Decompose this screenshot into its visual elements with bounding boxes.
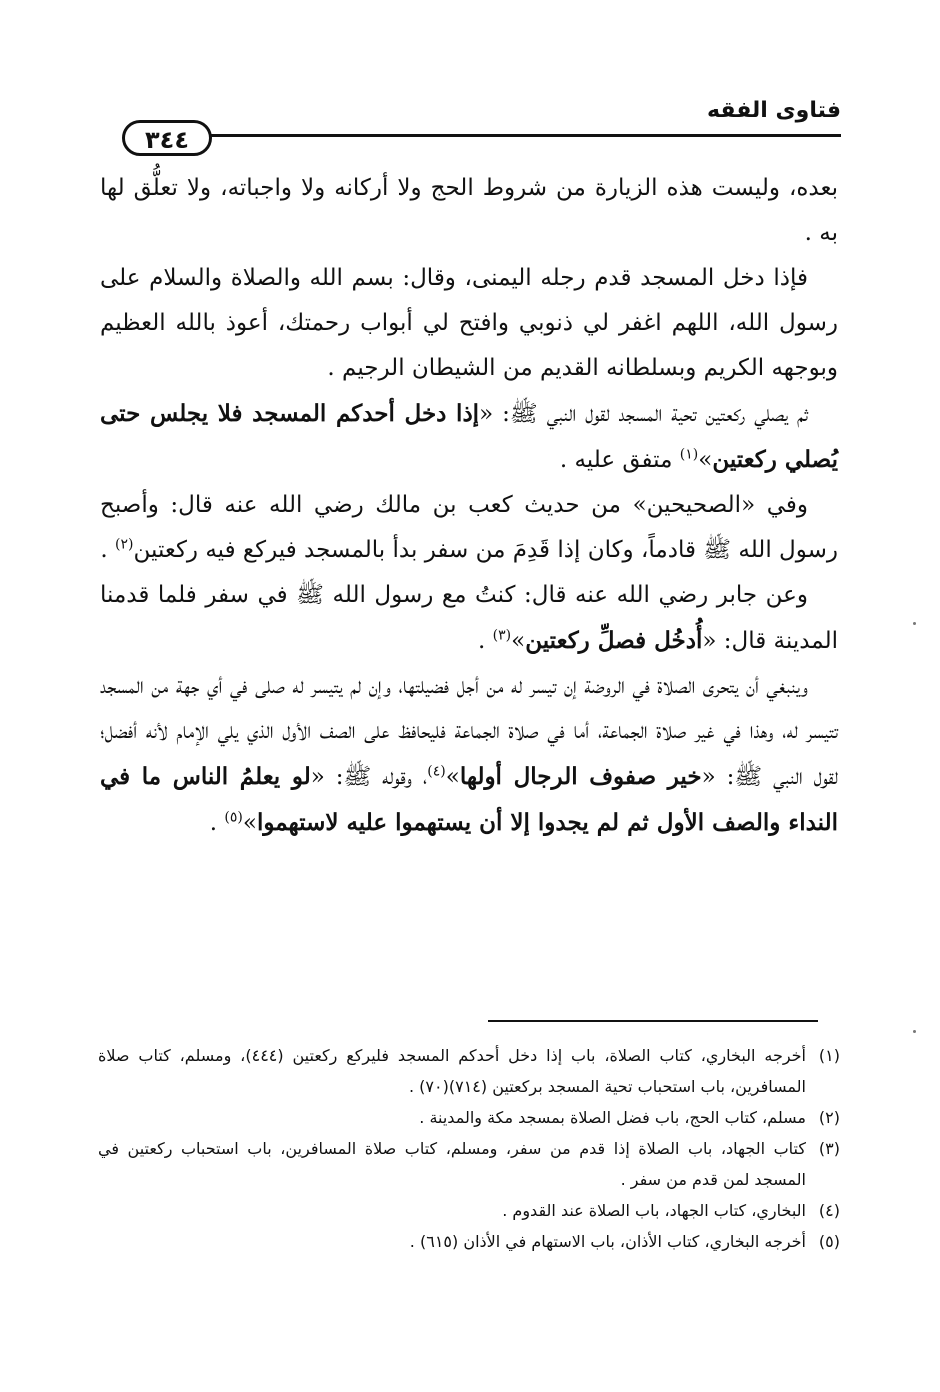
text-run: وينبغي أن يتحرى الصلاة في الروضة إن تيسر له من أجل فضيلتها، وإن لم يتيسر له صلى في أي جهة من المسجد تتيسر له، وهذا في غير صلاة الجماعة، أما في صلاة الجماعة فليحافظ على الصف الأول الذي يلي الإمام لأنه أفضل؛ لقول النبي ﷺ: « xyxy=(100,673,838,790)
footnote-number: (٤) xyxy=(818,1201,840,1220)
paragraph xyxy=(100,483,838,573)
paragraph xyxy=(100,573,838,664)
paragraph xyxy=(100,391,838,483)
text-run: وعن جابر رضي الله عنه قال: كنتُ مع رسول الله ﷺ في سفر فلما قدمنا المدينة قال: « xyxy=(100,582,838,654)
footnote-text: أخرجه البخاري، كتاب الصلاة، باب إذا دخل أحدكم المسجد فليركع ركعتين (٤٤٤)، ومسلم، كتاب صلاة المسافرين، باب استحباب تحية المسجد بركعتين (٧١٤)(٧٠) . xyxy=(98,1046,806,1096)
header-rule xyxy=(209,134,841,137)
hadith-text: لو يعلمُ الناس ما في النداء والصف الأول ثم لم يجدوا إلا أن يستهموا عليه لاستهموا xyxy=(100,763,838,836)
text-run: بعده، وليست هذه الزيارة من شروط الحج ولا أركانه ولا واجباته، ولا تعلُّق لها به . xyxy=(100,175,838,246)
page-number-badge: ٣٤٤ xyxy=(122,120,212,156)
footnote-separator xyxy=(488,1020,818,1022)
paragraph xyxy=(100,256,838,391)
text-run: متفق عليه . xyxy=(559,447,680,473)
paragraph xyxy=(100,166,838,256)
footnote-item xyxy=(98,1226,840,1257)
footnote-text: مسلم، كتاب الحج، باب فضل الصلاة بمسجد مكة والمدينة . xyxy=(419,1108,806,1127)
paragraph xyxy=(100,664,838,846)
footnote-ref[interactable]: (٣) xyxy=(492,627,512,644)
footnote-ref[interactable]: (٢) xyxy=(115,536,134,553)
footnote-text: كتاب الجهاد، باب الصلاة إذا قدم من سفر، ومسلم، كتاب صلاة المسافرين، باب استحباب ركعتين في المسجد لمن قدم من سفر . xyxy=(98,1139,806,1189)
running-title: فتاوى الفقه xyxy=(707,98,841,123)
text-run: . xyxy=(478,628,493,654)
footnote-text: البخاري، كتاب الجهاد، باب الصلاة عند القدوم . xyxy=(502,1201,806,1220)
main-text xyxy=(100,166,838,846)
text-run: » xyxy=(242,810,257,836)
text-run: . xyxy=(209,810,225,836)
footnote-number: (٥) xyxy=(818,1232,840,1251)
text-run: » xyxy=(698,447,713,473)
footnote-ref[interactable]: (٤) xyxy=(427,763,446,780)
footnote-number: (٢) xyxy=(818,1108,840,1127)
text-run: وفي «الصحيحين» من حديث كعب بن مالك رضي الله عنه قال: وأصبح رسول الله ﷺ قادماً، وكان إذا قَدِمَ من سفر بدأ بالمسجد فيركع فيه ركعتين xyxy=(100,492,838,563)
text-run: ، وقوله ﷺ: « xyxy=(310,764,428,790)
footnote-item xyxy=(98,1195,840,1226)
footnote-text: أخرجه البخاري، كتاب الأذان، باب الاستهام في الأذان (٦١٥) . xyxy=(409,1232,806,1251)
footnote-item xyxy=(98,1133,840,1195)
hadith-text: إذا دخل أحدكم المسجد فلا يجلس حتى يُصلي ركعتين xyxy=(100,400,838,473)
hadith-text: أُدخُل فصلِّ ركعتين xyxy=(525,627,703,654)
footnote-number: (٣) xyxy=(818,1139,840,1158)
text-run: . xyxy=(100,537,116,563)
footnote-item xyxy=(98,1040,840,1102)
footnote-item xyxy=(98,1102,840,1133)
footnote-number: (١) xyxy=(818,1046,840,1065)
footnote-ref[interactable]: (١) xyxy=(679,446,699,463)
text-run: » xyxy=(511,628,526,654)
page-header xyxy=(96,96,841,152)
text-run: » xyxy=(445,764,460,790)
text-run: ثم يصلي ركعتين تحية المسجد لقول النبي ﷺ: « xyxy=(479,401,808,427)
footnote-ref[interactable]: (٥) xyxy=(224,809,243,826)
footnotes xyxy=(98,1040,840,1257)
margin-speck xyxy=(913,1030,916,1033)
hadith-text: خير صفوف الرجال أولها xyxy=(459,763,702,790)
text-run: فإذا دخل المسجد قدم رجله اليمنى، وقال: بسم الله والصلاة والسلام على رسول الله، اللهم اغفر لي ذنوبي وافتح لي أبواب رحمتك، أعوذ بالله العظيم وبوجهه الكريم وبسلطانه القديم من الشيطان الرجيم . xyxy=(100,265,838,381)
margin-speck xyxy=(913,622,916,625)
